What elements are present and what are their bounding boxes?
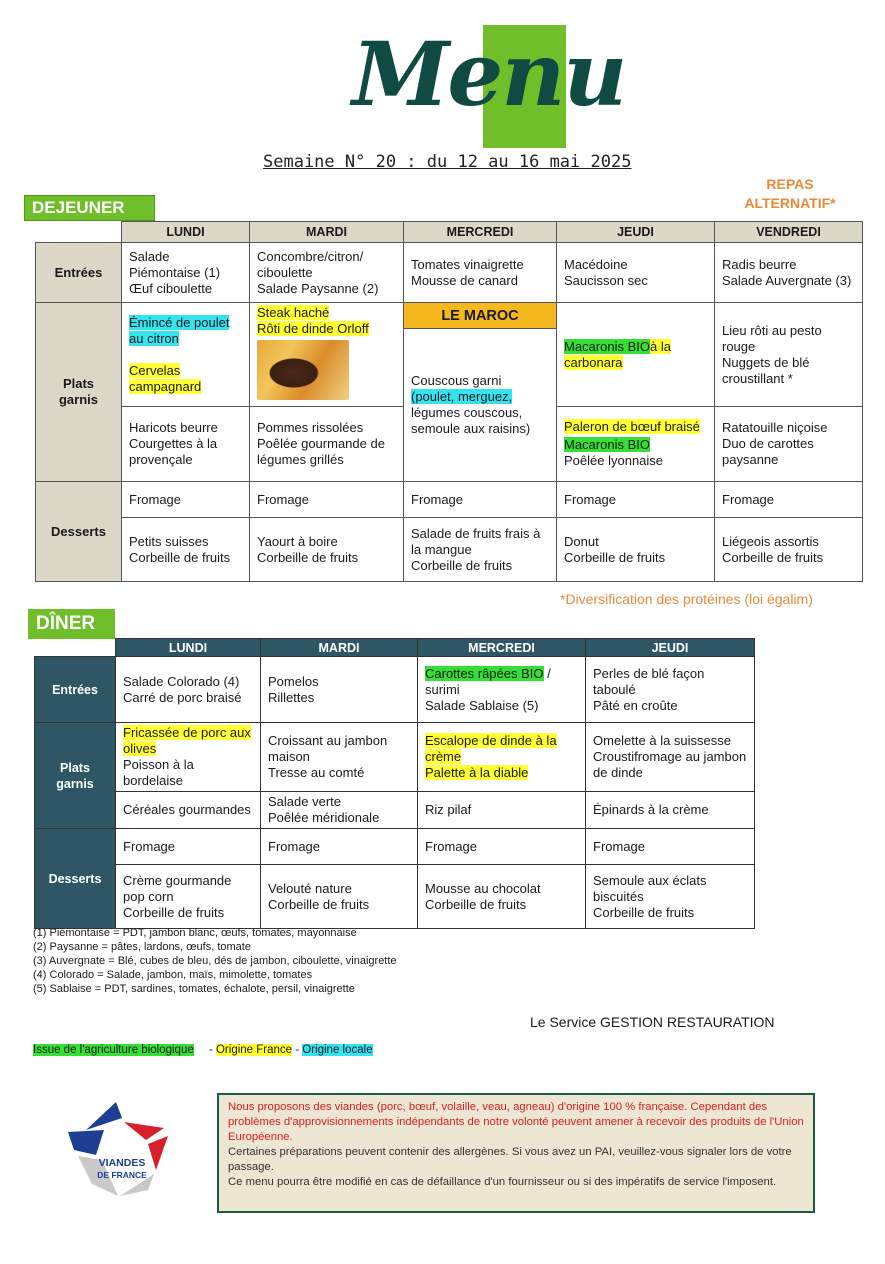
dessert-cell: Donut Corbeille de fruits: [557, 518, 715, 582]
side-cell: Salade verte Poêlée méridionale: [261, 792, 418, 829]
fromage-cell: Fromage: [586, 829, 755, 865]
day-header: MERCREDI: [404, 222, 557, 243]
fromage-cell: Fromage: [250, 482, 404, 518]
plat-cell: Fricassée de porc aux olives Poisson à la bordelaise: [116, 723, 261, 792]
diversification-note: *Diversification des protéines (loi égalim): [560, 591, 813, 607]
fromage-cell: Fromage: [404, 482, 557, 518]
day-header: LUNDI: [122, 222, 250, 243]
day-header: JEUDI: [586, 639, 755, 657]
day-header: MERCREDI: [418, 639, 586, 657]
entree-cell: Salade Piémontaise (1) Œuf ciboulette: [122, 243, 250, 303]
dessert-cell: Yaourt à boire Corbeille de fruits: [250, 518, 404, 582]
svg-text:VIANDES: VIANDES: [98, 1157, 146, 1169]
entree-cell: Radis beurre Salade Auvergnate (3): [715, 243, 863, 303]
dessert-cell: Velouté nature Corbeille de fruits: [261, 865, 418, 929]
dejeuner-table: [35, 221, 863, 582]
legend-france: Origine France: [215, 1044, 293, 1056]
plat-cell: Steak haché Rôti de dinde Orloff: [250, 303, 404, 407]
day-header: MARDI: [250, 222, 404, 243]
footnote: (5) Sablaise = PDT, sardines, tomates, échalote, persil, vinaigrette: [33, 983, 355, 995]
row-label-desserts: Desserts: [36, 482, 122, 582]
notice-allergens: Certaines préparations peuvent contenir des allergènes. Si vous avez un PAI, veuillez-vous signaler lors de votre passage.: [228, 1146, 792, 1173]
menu-logo: Menu: [352, 22, 626, 126]
legend-locale: Origine locale: [302, 1044, 373, 1056]
side-cell: Épinards à la crème: [586, 792, 755, 829]
fromage-cell: Fromage: [418, 829, 586, 865]
fromage-cell: Fromage: [557, 482, 715, 518]
side-cell: Céréales gourmandes: [116, 792, 261, 829]
service-signature: Le Service GESTION RESTAURATION: [530, 1014, 775, 1030]
row-label-entrees: Entrées: [35, 657, 116, 723]
side-cell: Paleron de bœuf braisé Macaronis BIO Poêlée lyonnaise: [557, 407, 715, 482]
dessert-cell: Crème gourmande pop corn Corbeille de fruits: [116, 865, 261, 929]
legend-bio: Issue de l'agriculture biologique: [33, 1044, 194, 1056]
day-header: MARDI: [261, 639, 418, 657]
row-label-desserts: Desserts: [35, 829, 116, 929]
plat-cell: Lieu rôti au pesto rouge Nuggets de blé croustillant *: [715, 303, 863, 407]
footnote: (2) Paysanne = pâtes, lardons, œufs, tomate: [33, 941, 251, 953]
entree-cell: Perles de blé façon taboulé Pâté en croûte: [586, 657, 755, 723]
footnote: (4) Colorado = Salade, jambon, maïs, mimolette, tomates: [33, 969, 313, 981]
entree-cell: Tomates vinaigrette Mousse de canard: [404, 243, 557, 303]
plat-cell: Émincé de poulet au citron Cervelas campagnard: [122, 303, 250, 407]
color-legend: Issue de l'agriculture biologique - Origine France - Origine locale: [33, 1044, 373, 1056]
plat-cell: Couscous garni (poulet, merguez, légumes couscous, semoule aux raisins): [404, 329, 557, 482]
footnote: (1) Piémontaise = PDT, jambon blanc, œufs, tomates, mayonnaise: [33, 927, 357, 939]
row-label-plats: Plats garnis: [36, 303, 122, 482]
entree-cell: Salade Colorado (4) Carré de porc braisé: [116, 657, 261, 723]
notice-origin: Nous proposons des viandes (porc, bœuf, volaille, veau, agneau) d'origine 100 % française. Cependant des problèmes d'approvisionnements indépendants de notre volonté peuvent amener à recevoir des produits de l'Union Européenne.: [228, 1101, 804, 1143]
day-header: VENDREDI: [715, 222, 863, 243]
day-header: LUNDI: [116, 639, 261, 657]
dessert-cell: Semoule aux éclats biscuités Corbeille de fruits: [586, 865, 755, 929]
viandes-de-france-logo: [64, 1100, 174, 1200]
dessert-cell: Salade de fruits frais à la mangue Corbeille de fruits: [404, 518, 557, 582]
fromage-cell: Fromage: [116, 829, 261, 865]
week-title: Semaine N° 20 : du 12 au 16 mai 2025: [263, 152, 632, 172]
entree-cell: Concombre/citron/ ciboulette Salade Paysanne (2): [250, 243, 404, 303]
notice-changes: Ce menu pourra être modifié en cas de défaillance d'un fournisseur ou si des impératifs de service l'imposent.: [228, 1176, 777, 1188]
fromage-cell: Fromage: [261, 829, 418, 865]
theme-le-maroc: LE MAROC: [404, 303, 557, 329]
side-cell: Riz pilaf: [418, 792, 586, 829]
plat-cell: Macaronis BIOà la carbonara: [557, 303, 715, 407]
side-cell: Haricots beurre Courgettes à la provençale: [122, 407, 250, 482]
fromage-cell: Fromage: [122, 482, 250, 518]
dessert-cell: Liégeois assortis Corbeille de fruits: [715, 518, 863, 582]
plat-cell: Croissant au jambon maison Tresse au comté: [261, 723, 418, 792]
diner-table: [34, 638, 755, 929]
notice-box: [217, 1093, 815, 1213]
entree-cell: Pomelos Rillettes: [261, 657, 418, 723]
side-cell: Ratatouille niçoise Duo de carottes paysanne: [715, 407, 863, 482]
plat-cell: Escalope de dinde à la crème Palette à la diable: [418, 723, 586, 792]
plat-cell: Omelette à la suissesse Croustifromage au jambon de dinde: [586, 723, 755, 792]
day-header: JEUDI: [557, 222, 715, 243]
row-label-plats: Plats garnis: [35, 723, 116, 829]
dessert-cell: Mousse au chocolat Corbeille de fruits: [418, 865, 586, 929]
diner-label: DÎNER: [22, 609, 115, 639]
entree-cell: Macédoine Saucisson sec: [557, 243, 715, 303]
svg-text:DE FRANCE: DE FRANCE: [97, 1170, 147, 1180]
dejeuner-label: DEJEUNER: [18, 195, 155, 221]
row-label-entrees: Entrées: [36, 243, 122, 303]
dessert-cell: Petits suisses Corbeille de fruits: [122, 518, 250, 582]
fromage-cell: Fromage: [715, 482, 863, 518]
footnotes: [33, 926, 397, 996]
entree-cell: Carottes râpées BIO / surimi Salade Sablaise (5): [418, 657, 586, 723]
footnote: (3) Auvergnate = Blé, cubes de bleu, dés de jambon, ciboulette, vinaigrette: [33, 955, 397, 967]
side-cell: Pommes rissolées Poêlée gourmande de légumes grillés: [250, 407, 404, 482]
repas-alternatif: REPAS ALTERNATIF*: [744, 176, 836, 211]
steak-frites-photo: [257, 340, 349, 400]
